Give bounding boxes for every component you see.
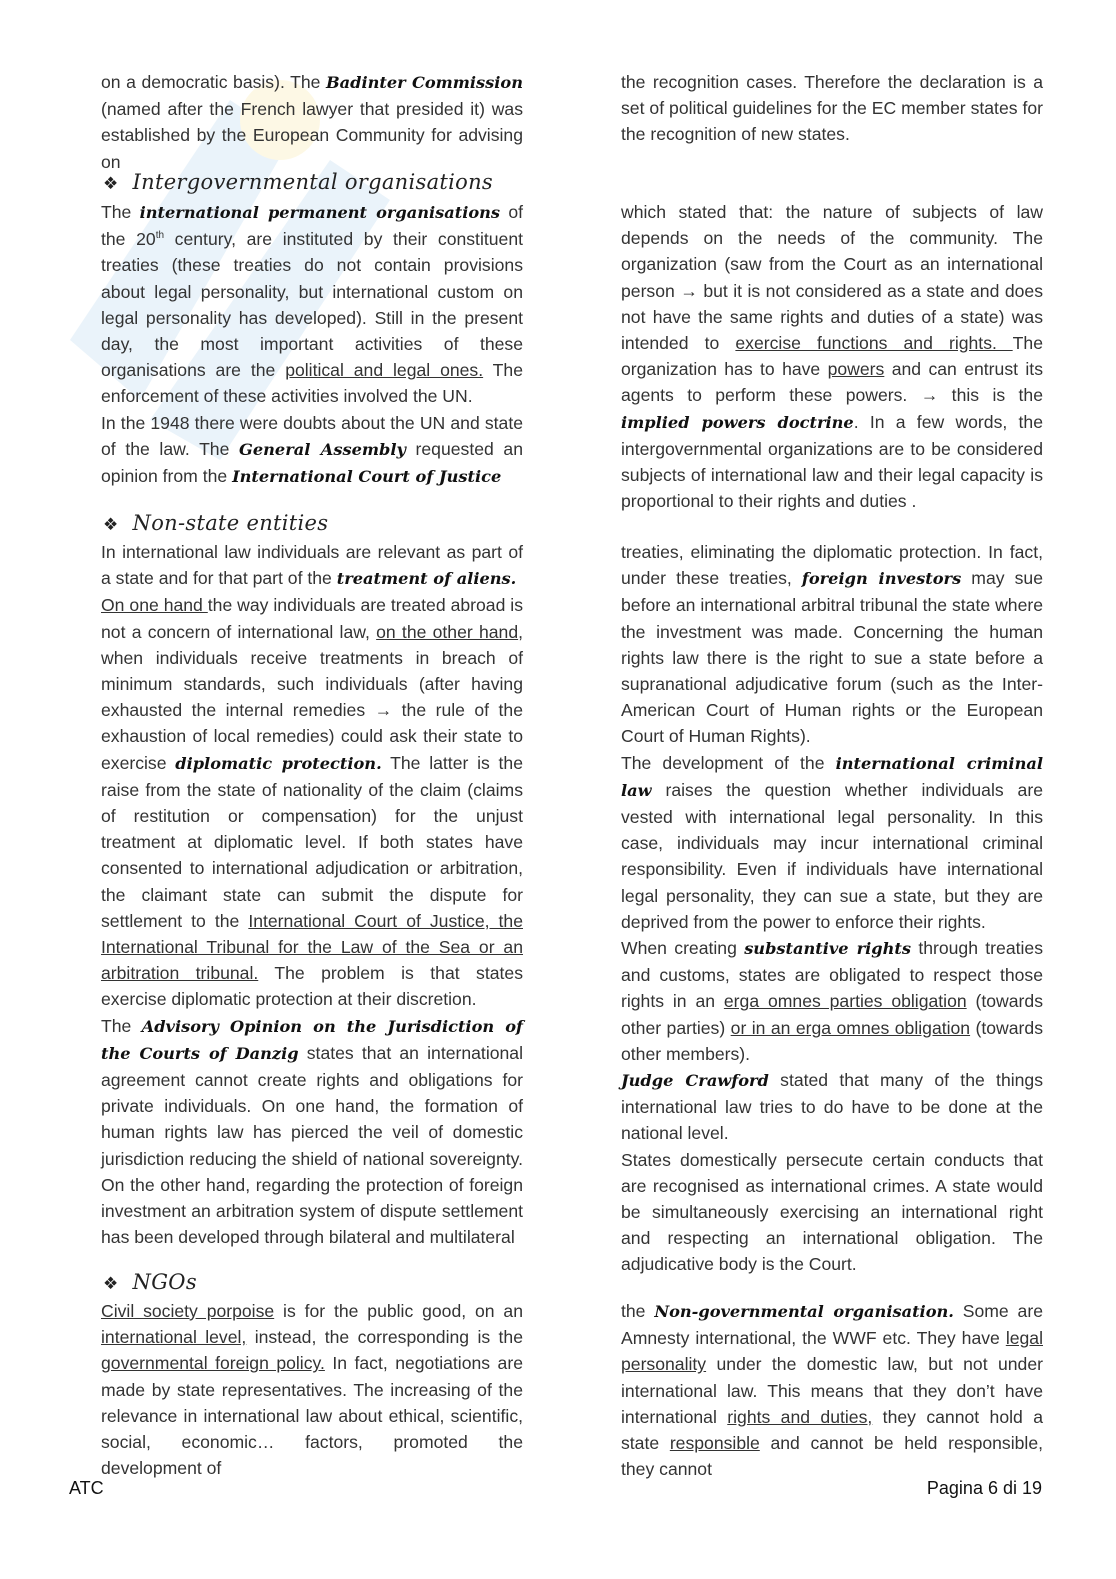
sec3-right-column [621, 1298, 1043, 1482]
underlined-phrase: International Court of Justice, the International Tribunal for the Law of the Sea or an arbitration tribunal. [101, 910, 523, 984]
bold-term: implied powers doctrine [621, 412, 854, 432]
underlined-phrase: governmental foreign policy. [101, 1353, 325, 1374]
underlined-phrase: responsible [669, 1433, 760, 1454]
footer-page-number: Pagina 6 di 19 [926, 1478, 1042, 1498]
bold-term: General Assembly [239, 439, 406, 459]
bold-term: Advisory Opinion on the Jurisdiction of the Courts of Danzig [101, 1016, 523, 1063]
paragraph: The Advisory Opinion on the Jurisdiction of the Courts of Danzig states that an international agreement cannot create rights and obligations for private individuals. On one hand, the formation of human rights law has pierced the veil of domestic jurisdiction reducing the shield of national sovereignty. On the other hand, regarding the protection of foreign investment an arbitration system of dispute settlement has been developed through bilateral and multilateral [101, 1015, 523, 1248]
bold-term: Non-governmental organisation. [654, 1302, 954, 1321]
underlined-phrase: On one hand [101, 595, 208, 616]
sec1-right-column [621, 199, 1043, 514]
bullet-icon: ❖ [103, 515, 119, 535]
paragraph: When creating substantive rights through treaties and customs, states are obligated to respect those rights in an erga omnes parties obligation (towards other parties) or in an erga omnes obligation (towards other members). [621, 938, 1043, 1064]
paragraph: which stated that: the nature of subjects of law depends on the needs of the community. The organization (saw from the Court as an international person → but it is not considered as a state and does not have the same rights and duties of a state) was intended to exercise functions and rights. The organization has to have powers and can entrust its agents to perform these powers. → this is the implied powers doctrine. In a few words, the intergovernmental organizations are to be considered subjects of international law and their legal capacity is proportional to their rights and duties . [621, 202, 1043, 512]
bullet-icon: ❖ [103, 174, 119, 194]
underlined-phrase: erga omnes parties obligation [723, 991, 967, 1012]
sec3-left-column [101, 1298, 523, 1481]
bold-term: substantive rights [744, 939, 911, 959]
sec2-left-column [101, 539, 523, 1250]
bold-term: International Court of Justice [232, 467, 502, 487]
bold-term: international criminal law [621, 753, 1043, 800]
paragraph: the Non-governmental organisation. Some are Amnesty international, the WWF etc. They have legal personality under the domestic law, but not under international law. This means that they don’t have international rights and duties, they cannot hold a state responsible and cannot be held responsible, they cannot [621, 1301, 1043, 1480]
footer-author: ATC [69, 1478, 104, 1498]
paragraph: The international permanent organisations of the 20th century, are instituted by their constituent treaties (these treaties do not contain provisions about legal personality, but international custom on legal personality has developed). Still in the present day, the most important activities of these organisations are the political and legal ones. The enforcement of these activities involved the UN. [101, 202, 523, 407]
underlined-phrase: rights and duties, [727, 1406, 873, 1427]
sec0-left-column [101, 69, 523, 175]
bold-term: Judge Crawford [621, 1071, 769, 1091]
paragraph: In the 1948 there were doubts about the UN and state of the law. The General Assembly requested an opinion from the International Court of Justice [101, 412, 523, 487]
underlined-phrase: political and legal ones. [285, 360, 484, 381]
underlined-phrase: powers [827, 359, 885, 380]
paragraph: Judge Crawford stated that many of the things international law tries to do have to be done at the national level. [621, 1070, 1043, 1144]
paragraph: the recognition cases. Therefore the declaration is a set of political guidelines for the EC member states for the recognition of new states. [621, 72, 1043, 145]
sec1-left-column [101, 199, 523, 490]
bold-term: foreign investors [801, 569, 962, 589]
paragraph: treaties, eliminating the diplomatic protection. In fact, under these treaties, foreign investors may sue before an international arbitral tribunal the state where the investment was made. Concerning the human rights law there is the right to sue a state before a supranational adjudicative forum (such as the Inter-American Court of Human rights or the European Court of Human Rights). [621, 542, 1043, 747]
section-heading-ngos: ❖ NGOs [103, 1270, 197, 1294]
underlined-phrase: legal personality [621, 1328, 1043, 1375]
section-heading-intergovernmental: ❖ Intergovernmental organisations [103, 170, 494, 194]
sec2-right-column [621, 539, 1043, 1278]
underlined-phrase: exercise functions and rights. [735, 333, 1013, 354]
underlined-phrase: or in an erga omnes obligation [730, 1017, 971, 1038]
bold-term: diplomatic protection. [175, 753, 382, 773]
paragraph: States domestically persecute certain conducts that are recognised as international crimes. A state would be simultaneously exercising an international right and respecting an international obligation. The adjudicative body is the Court. [621, 1149, 1043, 1275]
underlined-phrase: international level, [101, 1327, 247, 1348]
underlined-phrase: Civil society porpoise [101, 1301, 275, 1321]
paragraph: on a democratic basis). The Badinter Commission (named after the French lawyer that presided it) was established by the European Community for advising on [101, 72, 523, 172]
bold-term: treatment of aliens. [336, 569, 517, 589]
bold-term: Badinter Commission [325, 73, 523, 92]
section-heading-non-state: ❖ Non-state entities [103, 511, 329, 535]
bold-term: international permanent organisations [139, 203, 501, 222]
sec0-right-column [621, 69, 1043, 148]
paragraph: In international law individuals are relevant as part of a state and for that part of the treatment of aliens. [101, 542, 523, 589]
bullet-icon: ❖ [103, 1274, 119, 1294]
paragraph: Civil society porpoise is for the public good, on an international level, instead, the corresponding is the governmental foreign policy. In fact, negotiations are made by state representatives. The increasing of the relevance in international law about ethical, scientific, social, economic… factors, promoted the development of [101, 1301, 523, 1479]
paragraph: The development of the international criminal law raises the question whether individuals are vested with international legal personality. In this case, individuals may incur international criminal responsibility. Even if individuals have international legal personality, they can sue a state, but they are deprived from the power to enforce their rights. [621, 752, 1043, 932]
paragraph: On one hand the way individuals are treated abroad is not a concern of international law, on the other hand, when individuals receive treatments in breach of minimum standards, such individuals (after having exhausted the internal remedies → the rule of the exhaustion of local remedies) could ask their state to exercise diplomatic protection. The latter is the raise from the state of nationality of the claim (claims of restitution or compensation) for the unjust treatment at diplomatic level. If both states have consented to international adjudication or arbitration, the claimant state can submit the dispute for settlement to the International Court of Justice, the International Tribunal for the Law of the Sea or an arbitration tribunal. The problem is that states exercise diplomatic protection at their discretion. [101, 595, 524, 1010]
underlined-phrase: on the other hand [376, 621, 519, 642]
